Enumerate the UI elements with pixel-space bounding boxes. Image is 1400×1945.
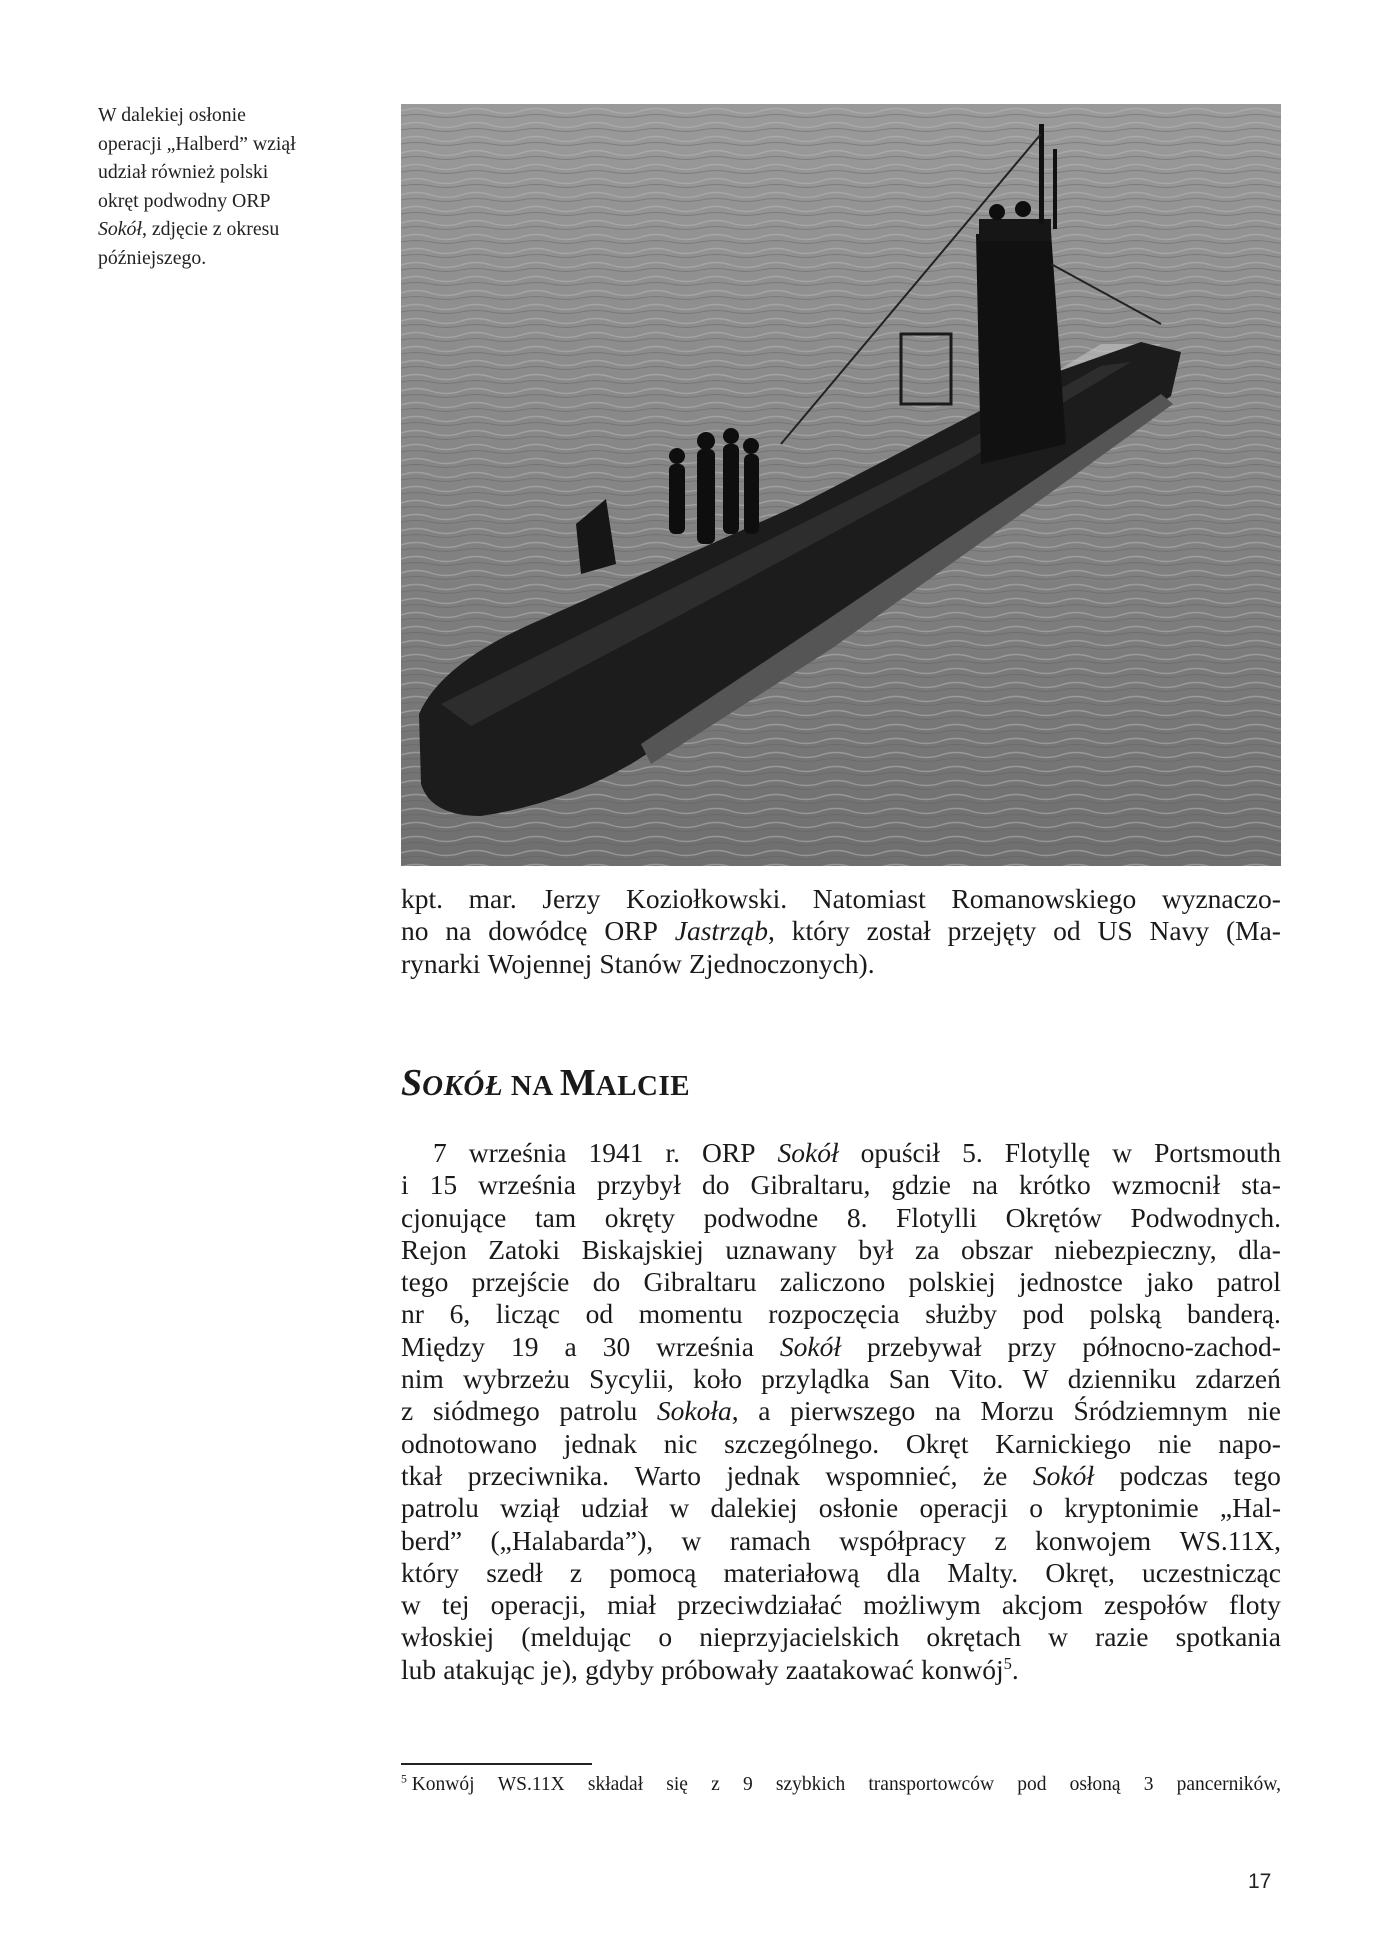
text-line <box>401 1234 1281 1266</box>
word: kpt. <box>401 883 444 914</box>
word: przejście <box>471 1266 570 1298</box>
word: patrolu <box>559 1395 638 1427</box>
word: 8. <box>846 1201 868 1233</box>
word: wybrzeżu <box>462 1363 570 1395</box>
word: jednak <box>563 1427 638 1459</box>
word: obszar <box>960 1233 1033 1265</box>
italic-word: Sokół <box>779 1330 841 1362</box>
word: współpracy <box>839 1524 966 1556</box>
word: dzienniku <box>1067 1363 1177 1395</box>
word: się <box>666 1774 688 1795</box>
caption-ship-name: Sokół <box>98 218 142 241</box>
word: był <box>858 1233 894 1265</box>
word: 9 <box>742 1774 753 1795</box>
word: Navy <box>1149 915 1210 947</box>
word: opuścił <box>860 1137 941 1168</box>
word: je), <box>542 1653 578 1685</box>
word: przejęty <box>947 915 1037 947</box>
word: jako <box>1146 1266 1194 1298</box>
word: uczestnicząc <box>1142 1556 1281 1588</box>
word: mar. <box>468 883 517 914</box>
word-group <box>675 915 775 947</box>
word: służby <box>925 1298 997 1330</box>
word: dalekiej <box>710 1492 798 1524</box>
word: w <box>1112 1137 1133 1168</box>
word: gdyby <box>585 1653 654 1685</box>
word: Morzu <box>980 1395 1054 1427</box>
photo-caption <box>98 101 368 273</box>
word: próbowały <box>660 1653 779 1685</box>
word: koło <box>693 1363 742 1395</box>
word-group <box>401 1772 475 1798</box>
footnote <box>401 1772 1281 1798</box>
word: San <box>888 1363 931 1395</box>
text-line <box>401 1460 1281 1492</box>
word: Okręt <box>905 1427 969 1459</box>
word: kryptonimie <box>1064 1492 1199 1524</box>
word: WS.11X <box>497 1774 565 1795</box>
heading-smallcaps: ALCIE <box>595 1070 691 1102</box>
heading-smallcaps: NA <box>503 1070 560 1102</box>
word: „Hal- <box>1219 1492 1281 1524</box>
word: odnotowano <box>401 1427 537 1459</box>
word: przy <box>1007 1330 1057 1362</box>
word: Karnickiego <box>995 1427 1132 1459</box>
text-line <box>401 1331 1281 1363</box>
word: uznawany <box>725 1233 837 1265</box>
footnote-line <box>401 1772 1281 1798</box>
word: z <box>401 1395 414 1427</box>
word: dla- <box>1238 1233 1281 1265</box>
word: zdarzeń <box>1195 1363 1281 1395</box>
text-line <box>401 1202 1281 1234</box>
word: przylądka <box>761 1363 870 1395</box>
caption-line: operacji „Halberd” wziął <box>98 132 296 155</box>
word: , <box>767 915 775 947</box>
word: operacji, <box>490 1589 587 1621</box>
caption-text: , zdjęcie z okresu <box>141 218 280 241</box>
word: sta- <box>1241 1169 1281 1201</box>
word: Rejon <box>401 1233 467 1265</box>
word: Flotyllę <box>1004 1137 1091 1168</box>
word: materiałową <box>723 1556 860 1588</box>
word: zaliczono <box>779 1266 886 1298</box>
word: pod <box>1017 1774 1047 1795</box>
word: gdzie <box>891 1169 951 1201</box>
intro-paragraph <box>401 883 1281 980</box>
word: ramach <box>729 1524 811 1556</box>
word: który <box>401 1556 460 1588</box>
word: składał <box>587 1774 644 1795</box>
caption-line: późniejszego. <box>98 246 207 269</box>
word: do <box>701 1169 730 1201</box>
word: a <box>564 1330 577 1362</box>
word: na <box>445 915 472 947</box>
word: osłonie <box>818 1492 899 1524</box>
word: tego <box>1233 1459 1281 1491</box>
word: krótko <box>1018 1169 1091 1201</box>
word: nieprzyjacielskich <box>699 1621 900 1653</box>
word: tkał <box>401 1459 443 1491</box>
word: rozpoczęcia <box>768 1298 900 1330</box>
word: Gibraltaru, <box>750 1169 871 1201</box>
word: Okrętów <box>1005 1201 1102 1233</box>
section-heading <box>401 1061 690 1108</box>
word: Warto <box>634 1459 702 1491</box>
italic-word: Sokół <box>1032 1459 1094 1491</box>
word: z <box>711 1774 720 1795</box>
word: , <box>731 1395 739 1427</box>
word: pancerników, <box>1176 1774 1281 1795</box>
word-group <box>657 1395 739 1427</box>
word: wyznaczo- <box>1161 883 1281 914</box>
word: Koziołkowski. <box>625 883 788 914</box>
word: że <box>982 1459 1008 1491</box>
word: nic <box>663 1427 698 1459</box>
word: r. <box>665 1137 680 1168</box>
word: w <box>1048 1621 1068 1653</box>
word: 3 <box>1143 1774 1154 1795</box>
word: wziął <box>500 1492 560 1524</box>
word: nr <box>401 1298 424 1330</box>
text-line <box>401 1621 1281 1653</box>
word: września <box>468 1137 567 1168</box>
word: polskiej <box>908 1266 996 1298</box>
text-line <box>401 948 1281 980</box>
word: lub <box>401 1653 437 1685</box>
word: momentu <box>638 1298 743 1330</box>
word: operacji <box>919 1492 1009 1524</box>
text-line <box>401 1169 1281 1201</box>
word: (meldując <box>521 1621 632 1653</box>
text-line <box>401 883 1281 915</box>
word: tego <box>401 1266 449 1298</box>
text-line <box>401 1525 1281 1557</box>
word: włoskiej <box>401 1621 495 1653</box>
word: podwodne <box>703 1201 819 1233</box>
text-line <box>401 1492 1281 1524</box>
word: („Halabarda”), <box>490 1524 654 1556</box>
word: polską <box>1089 1298 1162 1330</box>
word: Jerzy <box>542 883 601 914</box>
word: Flotylli <box>896 1201 978 1233</box>
word: okrętach <box>926 1621 1021 1653</box>
italic-word: Sokoła <box>656 1395 732 1427</box>
word: WS.11X, <box>1179 1524 1281 1556</box>
punctuation: . <box>1011 1653 1019 1685</box>
text-line <box>401 1557 1281 1589</box>
italic-word: Jastrząb <box>674 915 768 947</box>
word: przybył <box>596 1169 681 1201</box>
word: pierwszego <box>790 1395 916 1427</box>
word: razie <box>1095 1621 1149 1653</box>
text-line <box>401 1363 1281 1395</box>
text-line <box>401 915 1281 947</box>
word: na <box>934 1395 961 1427</box>
word: 19 <box>511 1330 539 1362</box>
word: w <box>401 1589 421 1621</box>
heading-initial: S <box>401 1062 423 1104</box>
word: możliwym <box>863 1589 981 1621</box>
footnote-number: 5 <box>401 1772 407 1786</box>
word: ORP <box>702 1137 756 1168</box>
word: Gibraltaru <box>643 1266 757 1298</box>
word: do <box>592 1266 621 1298</box>
word: Okręt, <box>1045 1556 1115 1588</box>
text-line <box>401 1395 1281 1427</box>
word: Sycylii, <box>589 1363 674 1395</box>
word: szedł <box>486 1556 543 1588</box>
word: dla <box>886 1556 921 1588</box>
word: nim <box>401 1363 444 1395</box>
word: Stanów <box>599 947 682 979</box>
word: floty <box>1228 1589 1281 1621</box>
word: 30 <box>602 1330 631 1362</box>
text-line <box>401 1137 1281 1169</box>
word: W <box>1022 1363 1049 1395</box>
word: wspomnieć, <box>825 1459 958 1491</box>
word: napo- <box>1218 1427 1281 1459</box>
word: pod <box>1022 1298 1064 1330</box>
word: szybkich <box>775 1774 846 1795</box>
text-line <box>401 1298 1281 1330</box>
word: akcjom <box>1001 1589 1083 1621</box>
word: Biskajskiej <box>581 1233 704 1265</box>
word: z <box>569 1556 583 1588</box>
word: Zjednoczonych). <box>689 947 875 979</box>
word: Podwodnych. <box>1130 1201 1281 1233</box>
page-number: 17 <box>1248 1870 1272 1893</box>
word: miał <box>607 1589 657 1621</box>
word: Wojennej <box>487 947 593 979</box>
word: Natomiast <box>812 883 926 914</box>
word: szczególnego. <box>724 1427 880 1459</box>
word: okręty <box>604 1201 676 1233</box>
word: patrol <box>1216 1266 1281 1298</box>
word: na <box>971 1169 998 1201</box>
word: w <box>681 1524 702 1556</box>
word: od <box>1053 915 1081 947</box>
word: od <box>585 1298 614 1330</box>
word: Zatoki <box>488 1233 561 1265</box>
word: niebezpieczny, <box>1054 1233 1217 1265</box>
submarine-illustration <box>401 104 1281 866</box>
heading-initial: M <box>559 1062 596 1104</box>
word: który <box>791 915 850 947</box>
word: pomocą <box>609 1556 697 1588</box>
word: Śródziemnym <box>1073 1395 1228 1427</box>
word: siódmego <box>432 1395 540 1427</box>
word: nie <box>1247 1395 1281 1427</box>
caption-line: udział również polski <box>98 161 269 184</box>
word: Romanowskiego <box>951 883 1137 914</box>
word: udział <box>580 1492 649 1524</box>
word: północno-zachod- <box>1082 1330 1281 1362</box>
word: z <box>994 1524 1007 1556</box>
word: zespołów <box>1103 1589 1208 1621</box>
word: tej <box>441 1589 470 1621</box>
word: atakując <box>443 1653 535 1685</box>
word: Między <box>401 1330 486 1362</box>
word: no <box>401 915 429 947</box>
word: tam <box>534 1201 577 1233</box>
caption-line <box>98 215 368 244</box>
word: spotkania <box>1175 1621 1281 1653</box>
word: o <box>658 1621 673 1653</box>
word: przeciwnika. <box>467 1459 609 1491</box>
word: zaatakować <box>785 1653 914 1685</box>
word: w <box>669 1492 690 1524</box>
word: września <box>478 1169 576 1201</box>
caption-line: okręt podwodny ORP <box>98 189 271 212</box>
word: 15 <box>429 1169 458 1201</box>
word: nie <box>1157 1427 1192 1459</box>
footnote-ref: 5 <box>1003 1653 1012 1673</box>
word: konwojem <box>1035 1524 1152 1556</box>
text-line <box>401 1266 1281 1298</box>
word: licząc <box>495 1298 560 1330</box>
word: o <box>1029 1492 1043 1524</box>
word: osłoną <box>1069 1774 1121 1795</box>
word: rynarki <box>401 947 481 979</box>
word: cjonujące <box>401 1201 507 1233</box>
word: banderą. <box>1186 1298 1281 1330</box>
word: ORP <box>604 915 658 947</box>
word: przebywał <box>866 1330 982 1362</box>
word: został <box>866 915 931 947</box>
text-line <box>401 1428 1281 1460</box>
word: 6, <box>449 1298 471 1330</box>
word: 7 <box>433 1137 447 1168</box>
word: patrolu <box>401 1492 479 1524</box>
word: Konwój <box>411 1774 475 1795</box>
word: konwój$^5$. <box>921 1653 1019 1685</box>
italic-word: Sokół <box>777 1137 839 1168</box>
word: i <box>401 1169 409 1201</box>
word: transportowców <box>868 1774 995 1795</box>
text-line <box>401 1654 1281 1686</box>
word: jednostce <box>1018 1266 1123 1298</box>
word: jednak <box>726 1459 800 1491</box>
word: Portsmouth <box>1154 1137 1281 1168</box>
word: berd” <box>401 1524 463 1556</box>
word: (Ma- <box>1225 915 1281 947</box>
submarine-photo <box>401 104 1281 866</box>
main-paragraph <box>401 1137 1281 1686</box>
word: 1941 <box>588 1137 644 1168</box>
word: przeciwdziałać <box>677 1589 843 1621</box>
word: Vito. <box>949 1363 1004 1395</box>
word: za <box>915 1233 940 1265</box>
word: dowódcę <box>488 915 588 947</box>
word: podczas <box>1119 1459 1209 1491</box>
word: US <box>1097 915 1133 947</box>
word: września <box>656 1330 754 1362</box>
word: a <box>758 1395 771 1427</box>
word: wzmocnił <box>1111 1169 1221 1201</box>
word: Malty. <box>947 1556 1019 1588</box>
word: 5. <box>962 1137 983 1168</box>
footnote-rule <box>401 1763 592 1765</box>
caption-line: W dalekiej osłonie <box>98 104 246 126</box>
heading-smallcaps: OKÓŁ <box>422 1070 504 1102</box>
text-line <box>401 1589 1281 1621</box>
